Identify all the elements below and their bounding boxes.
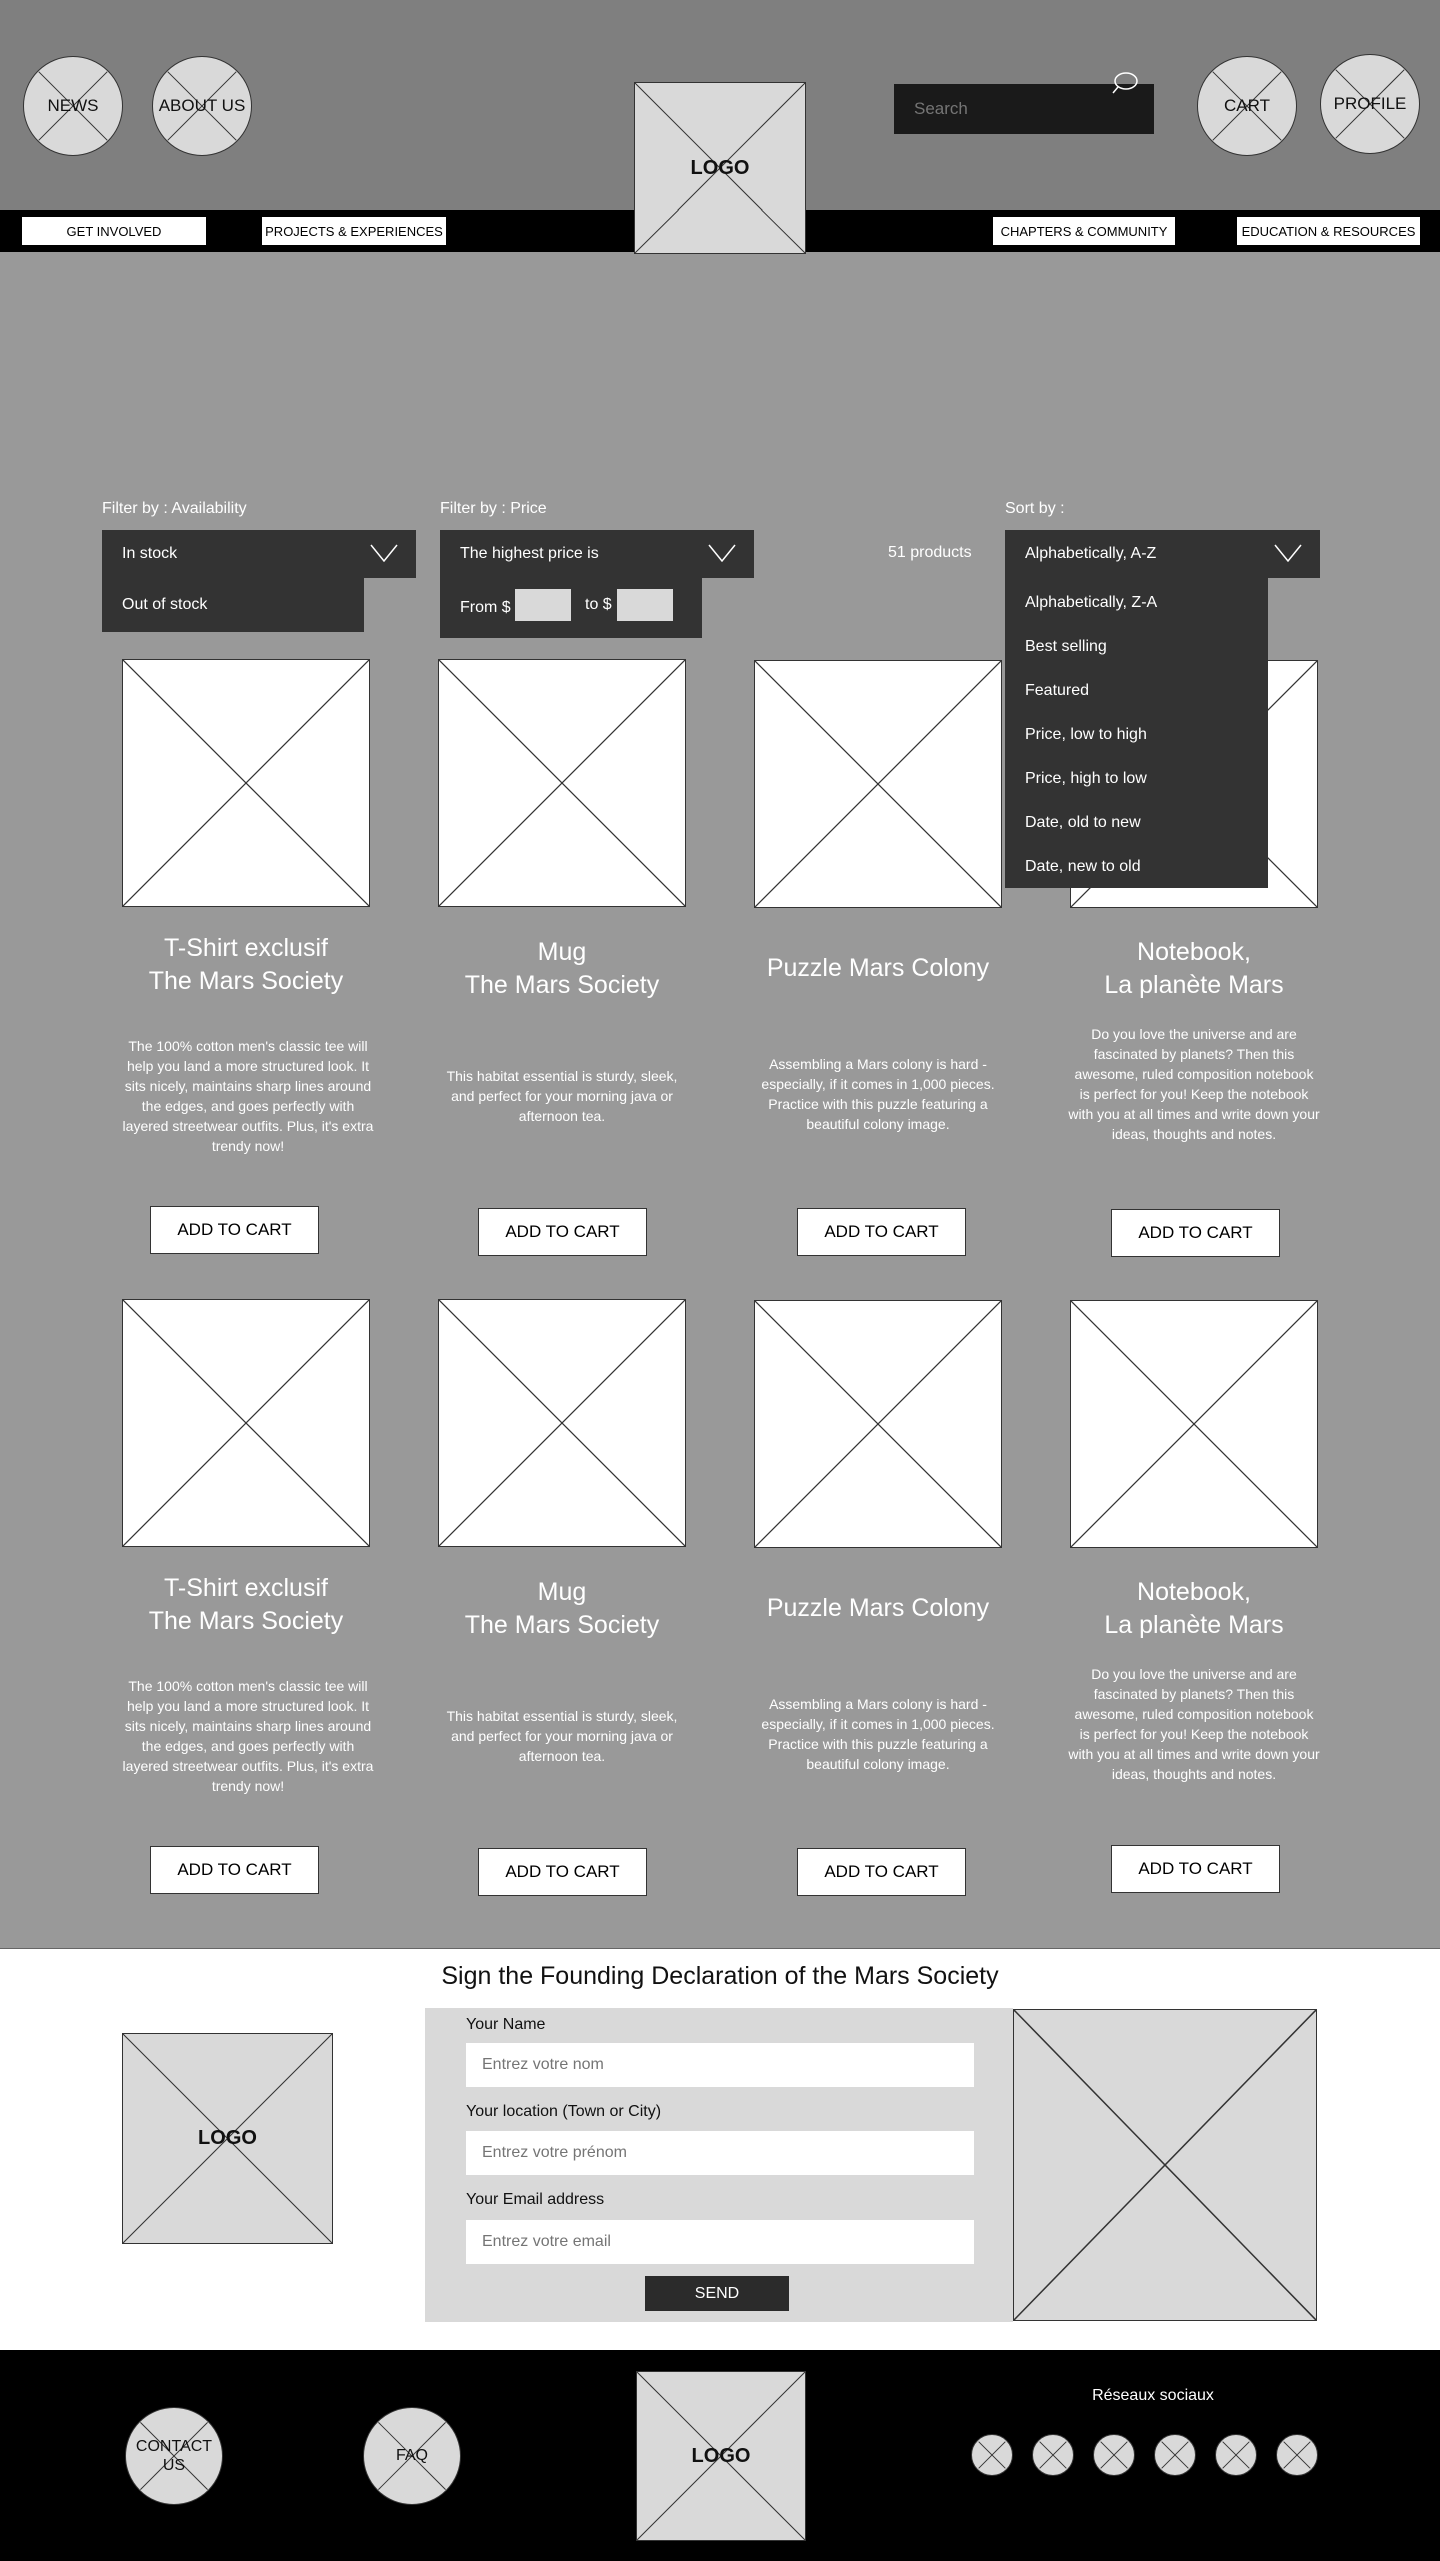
location-label: Your location (Town or City)	[466, 2103, 662, 2120]
contact-link[interactable]	[125, 2407, 223, 2505]
news-link[interactable]	[23, 56, 123, 156]
product-image[interactable]	[1070, 1300, 1318, 1548]
product-image[interactable]	[754, 1300, 1002, 1548]
product-description: Do you love the universe and are fascinated by planets? Then this awesome, ruled composition notebook is perfect for you! Keep the notebook with you at all times and write down your ideas, thoughts and notes.	[1068, 1026, 1320, 1142]
search-icon[interactable]	[1110, 70, 1140, 96]
add-to-cart-button[interactable]: ADD TO CART	[797, 1208, 966, 1256]
email-label: Your Email address	[466, 2191, 605, 2208]
sort-option[interactable]: Best selling	[1025, 638, 1107, 655]
availability-selected: In stock	[122, 545, 178, 562]
product-title-line: The Mars Society	[148, 1607, 344, 1635]
availability-filter-label: Filter by : Availability	[102, 500, 247, 517]
profile-label: PROFILE	[1333, 93, 1407, 113]
add-to-cart-button[interactable]: ADD TO CART	[797, 1848, 966, 1896]
sort-label: Sort by :	[1005, 500, 1065, 517]
product-title-line: Mug	[537, 938, 587, 966]
email-input[interactable]	[466, 2220, 974, 2264]
product-title-line: Puzzle Mars Colony	[766, 954, 990, 982]
sort-option[interactable]: Date, old to new	[1025, 814, 1141, 831]
product-title-line: T-Shirt exclusif	[164, 934, 328, 962]
product-title[interactable]	[412, 936, 712, 1002]
header-logo-lower	[634, 210, 806, 254]
product-image[interactable]	[754, 660, 1002, 908]
search-input[interactable]	[894, 84, 1124, 134]
declaration-title: Sign the Founding Declaration of the Mars Society	[441, 1962, 999, 1990]
sort-dropdown[interactable]	[1005, 530, 1320, 578]
sort-option[interactable]: Featured	[1025, 682, 1090, 699]
about-link[interactable]	[152, 56, 252, 156]
contact-label: CONTACT US	[135, 2437, 213, 2474]
cart-link[interactable]	[1197, 56, 1297, 156]
faq-label: FAQ	[395, 2447, 428, 2465]
product-image[interactable]	[438, 659, 686, 907]
product-description: The 100% cotton men's classic tee will help you land a more structured look. It sits nicely, maintains sharp lines around the edges, and goes perfectly with layered streetwear outfits. Plus, it's extra trendy now!	[122, 1678, 374, 1794]
name-label: Your Name	[466, 2016, 546, 2033]
product-title-line: The Mars Society	[148, 967, 344, 995]
send-button[interactable]: SEND	[645, 2276, 789, 2311]
product-title-line: Notebook,	[1137, 1578, 1251, 1606]
product-image[interactable]	[438, 1299, 686, 1547]
product-title[interactable]	[1044, 936, 1344, 1002]
chevron-down-icon	[370, 544, 398, 562]
add-to-cart-button[interactable]: ADD TO CART	[478, 1208, 647, 1256]
nav-projects[interactable]: PROJECTS & EXPERIENCES	[262, 217, 446, 245]
footer-logo-text: LOGO	[691, 2445, 751, 2467]
price-selected: The highest price is	[460, 545, 599, 562]
price-from-input[interactable]	[515, 589, 571, 621]
nav-education[interactable]: EDUCATION & RESOURCES	[1237, 217, 1420, 245]
product-image[interactable]	[122, 1299, 370, 1547]
add-to-cart-button[interactable]: ADD TO CART	[1111, 1845, 1280, 1893]
product-title-line: Notebook,	[1137, 938, 1251, 966]
price-filter-label: Filter by : Price	[440, 500, 547, 517]
add-to-cart-button[interactable]: ADD TO CART	[1111, 1209, 1280, 1257]
availability-option-out-of-stock[interactable]	[102, 578, 364, 632]
social-link-icon[interactable]	[1093, 2434, 1135, 2476]
sort-option[interactable]: Price, low to high	[1025, 726, 1147, 743]
availability-option-label: Out of stock	[122, 596, 208, 613]
add-to-cart-button[interactable]: ADD TO CART	[150, 1846, 319, 1894]
price-to-label: to $	[585, 596, 612, 613]
product-title-line: Mug	[537, 1578, 587, 1606]
footer-logo[interactable]	[636, 2371, 806, 2541]
product-description: The 100% cotton men's classic tee will help you land a more structured look. It sits nicely, maintains sharp lines around the edges, and goes perfectly with layered streetwear outfits. Plus, it's extra trendy now!	[122, 1038, 374, 1154]
name-input[interactable]	[466, 2043, 974, 2087]
social-title: Réseaux sociaux	[1092, 2387, 1214, 2404]
sort-option[interactable]: Alphabetically, Z-A	[1025, 594, 1158, 611]
product-title[interactable]	[728, 1592, 1028, 1625]
chevron-down-icon	[708, 544, 736, 562]
social-link-icon[interactable]	[1032, 2434, 1074, 2476]
product-title-line: T-Shirt exclusif	[164, 1574, 328, 1602]
product-title[interactable]	[1044, 1576, 1344, 1642]
sort-selected: Alphabetically, A-Z	[1025, 545, 1157, 562]
profile-link[interactable]	[1320, 54, 1420, 154]
product-title-line: The Mars Society	[464, 1611, 660, 1639]
price-from-label: From $	[460, 599, 511, 616]
social-link-icon[interactable]	[1215, 2434, 1257, 2476]
news-label: NEWS	[47, 95, 99, 115]
chevron-down-icon	[1274, 544, 1302, 562]
social-link-icon[interactable]	[971, 2434, 1013, 2476]
product-count: 51 products	[888, 544, 972, 561]
product-title[interactable]	[96, 1572, 396, 1638]
header-logo-text: LOGO	[690, 157, 750, 179]
availability-dropdown[interactable]	[102, 530, 416, 578]
faq-link[interactable]	[363, 2407, 461, 2505]
cart-label: CART	[1224, 95, 1270, 115]
price-to-input[interactable]	[617, 589, 673, 621]
product-title-line: Puzzle Mars Colony	[766, 1594, 990, 1622]
product-title[interactable]	[96, 932, 396, 998]
add-to-cart-button[interactable]: ADD TO CART	[150, 1206, 319, 1254]
sort-option[interactable]: Date, new to old	[1025, 858, 1141, 875]
nav-get-involved[interactable]: GET INVOLVED	[22, 217, 206, 245]
sort-option[interactable]: Price, high to low	[1025, 770, 1147, 787]
product-title-line: The Mars Society	[464, 971, 660, 999]
product-image[interactable]	[122, 659, 370, 907]
about-label: ABOUT US	[158, 95, 246, 115]
social-link-icon[interactable]	[1154, 2434, 1196, 2476]
product-description: Assembling a Mars colony is hard - especially, if it comes in 1,000 pieces. Practice with this puzzle featuring a beautiful colony image.	[761, 1056, 995, 1132]
product-title-line: La planète Mars	[1104, 971, 1284, 999]
nav-chapters[interactable]: CHAPTERS & COMMUNITY	[993, 217, 1175, 245]
social-link-icon[interactable]	[1276, 2434, 1318, 2476]
location-input[interactable]	[466, 2131, 974, 2175]
product-description: This habitat essential is sturdy, sleek, and perfect for your morning java or afternoon tea.	[446, 1068, 678, 1124]
declaration-image	[1013, 2009, 1317, 2321]
price-dropdown[interactable]	[440, 530, 754, 578]
declaration-logo-text: LOGO	[198, 2127, 257, 2149]
product-description: Assembling a Mars colony is hard - especially, if it comes in 1,000 pieces. Practice with this puzzle featuring a beautiful colony image.	[761, 1696, 995, 1772]
product-description: Do you love the universe and are fascinated by planets? Then this awesome, ruled composition notebook is perfect for you! Keep the notebook with you at all times and write down your ideas, thoughts and notes.	[1068, 1666, 1320, 1782]
declaration-logo	[122, 2033, 333, 2244]
product-description: This habitat essential is sturdy, sleek, and perfect for your morning java or afternoon tea.	[446, 1708, 678, 1764]
product-title[interactable]	[728, 952, 1028, 985]
product-title-line: La planète Mars	[1104, 1611, 1284, 1639]
sort-menu	[1005, 578, 1268, 888]
add-to-cart-button[interactable]: ADD TO CART	[478, 1848, 647, 1896]
product-title[interactable]	[412, 1576, 712, 1642]
